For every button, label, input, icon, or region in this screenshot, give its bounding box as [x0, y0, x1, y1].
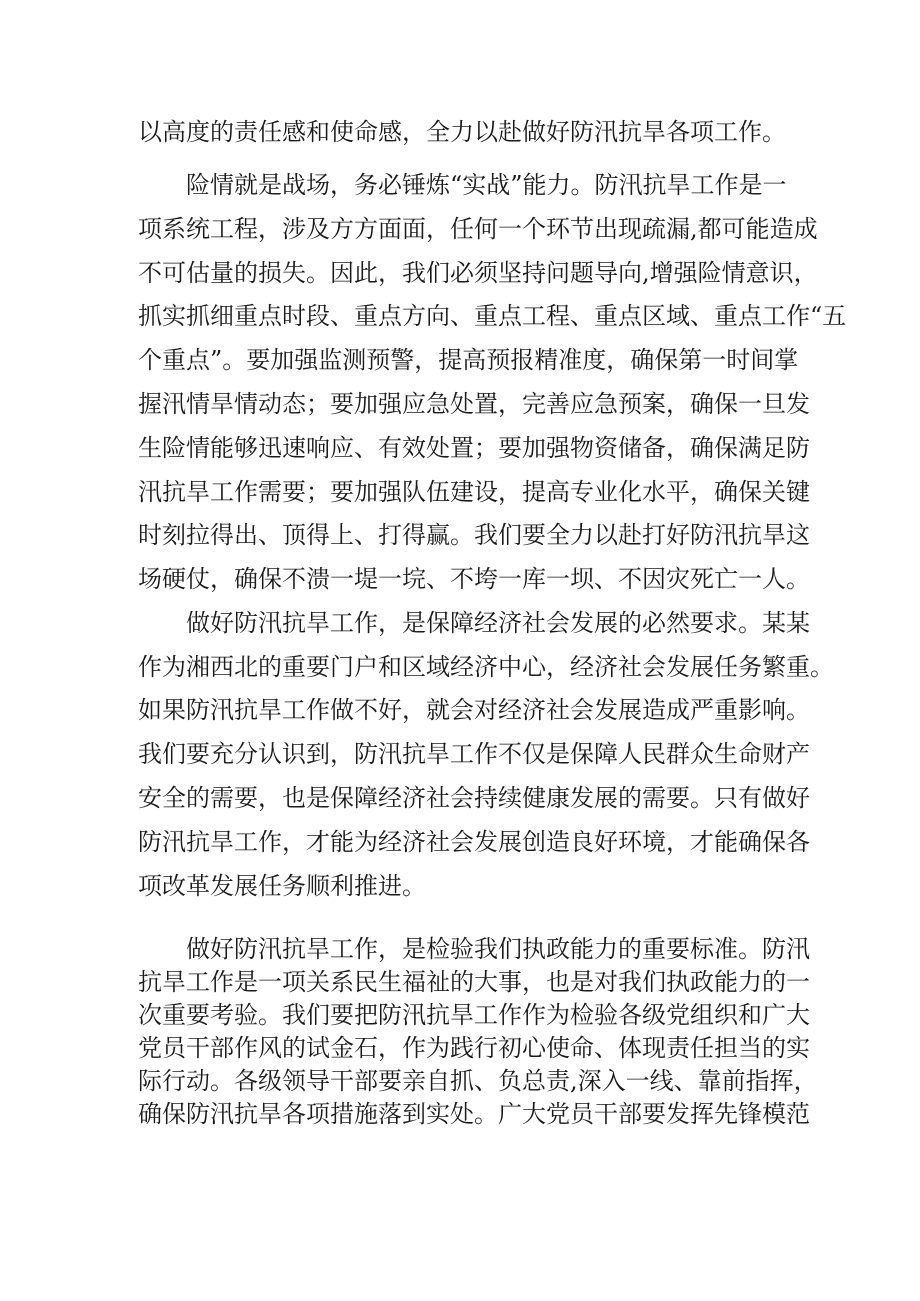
text-line: 安全的需要，也是保障经济社会持续健康发展的需要。只有做好 [138, 784, 810, 812]
text-line: 不可估量的损失。因此，我们必须坚持问题导向,增强险情意识， [138, 259, 818, 287]
text-line: 次重要考验。我们要把防汛抗旱工作作为检验各级党组织和广大 [138, 1001, 810, 1029]
text-line: 防汛抗旱工作，才能为经济社会发展创造良好环境，才能确保各 [138, 828, 810, 856]
text-line: 生险情能够迅速响应、有效处置；要加强物资储备，确保满足防 [138, 434, 810, 462]
text-line: 际行动。各级领导干部要亲自抓、负总责,深入一线、靠前指挥， [138, 1067, 818, 1095]
text-line: 个重点”。要加强监测预警，提高预报精准度，确保第一时间掌 [138, 346, 799, 374]
text-line: 做好防汛抗旱工作，是保障经济社会发展的必然要求。某某 [186, 609, 810, 637]
text-line: 作为湘西北的重要门户和区域经济中心，经济社会发展任务繁重。 [138, 653, 834, 681]
text-line: 抓实抓细重点时段、重点方向、重点工程、重点区域、重点工作“五 [138, 302, 847, 330]
text-line: 项改革发展任务顺利推进。 [138, 872, 426, 900]
text-line: 我们要充分认识到，防汛抗旱工作不仅是保障人民群众生命财产 [138, 740, 810, 768]
text-line: 抗旱工作是一项关系民生福祉的大事，也是对我们执政能力的一 [138, 968, 810, 996]
text-line: 如果防汛抗旱工作做不好，就会对经济社会发展造成严重影响。 [138, 696, 810, 724]
text-line: 汛抗旱工作需要；要加强队伍建设，提高专业化水平，确保关键 [138, 478, 810, 506]
text-line: 党员干部作风的试金石，作为践行初心使命、体现责任担当的实 [138, 1034, 810, 1062]
text-line: 项系统工程，涉及方方面面，任何一个环节出现疏漏,都可能造成 [138, 215, 818, 243]
text-line: 以高度的责任感和使命感，全力以赴做好防汛抗旱各项工作。 [138, 118, 786, 146]
text-line: 险情就是战场，务必锤炼“实战”能力。防汛抗旱工作是一 [186, 171, 787, 199]
text-line: 时刻拉得出、顶得上、打得赢。我们要全力以赴打好防汛抗旱这 [138, 521, 810, 549]
text-line: 握汛情旱情动态；要加强应急处置，完善应急预案，确保一旦发 [138, 390, 810, 418]
text-line: 做好防汛抗旱工作，是检验我们执政能力的重要标准。防汛 [186, 935, 810, 963]
text-line: 场硬仗，确保不溃一堤一垸、不垮一库一坝、不因灾死亡一人。 [138, 565, 810, 593]
text-line: 确保防汛抗旱各项措施落到实处。广大党员干部要发挥先锋模范 [138, 1100, 810, 1128]
